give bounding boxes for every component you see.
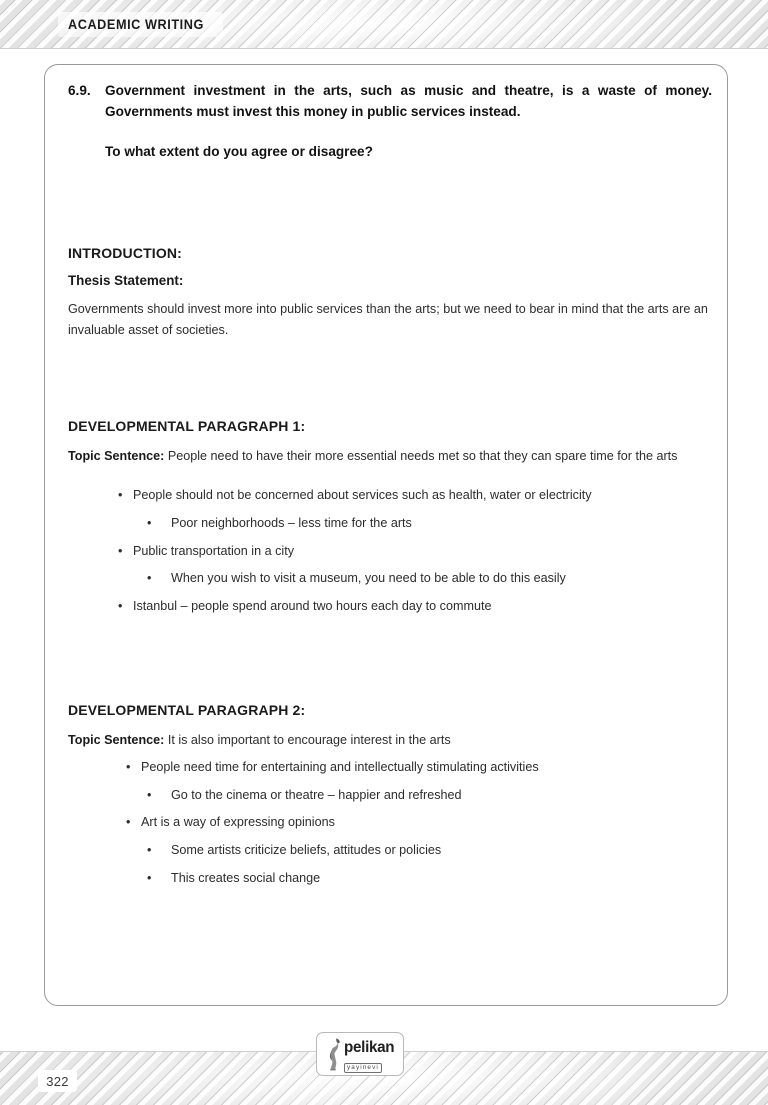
paragraph1-topic-sentence	[68, 446, 712, 466]
list-item	[68, 542, 712, 562]
paragraph1-heading: DEVELOPMENTAL PARAGRAPH 1:	[68, 418, 306, 435]
list-item	[68, 869, 712, 889]
question-block	[68, 81, 712, 122]
paragraph2-topic-label: Topic Sentence:	[68, 733, 165, 748]
bullet-icon: •	[118, 543, 123, 558]
bullet-icon: •	[118, 488, 123, 503]
list-item-label: This creates social change	[171, 870, 321, 885]
list-item-label: Go to the cinema or theatre – happier and refreshed	[171, 787, 462, 802]
paragraph2-bullet-list	[68, 758, 712, 888]
list-item-label: Art is a way of expressing opinions	[141, 815, 335, 830]
thesis-statement-label: Thesis Statement:	[68, 273, 184, 289]
paragraph1-bullet-list	[68, 486, 712, 616]
list-item-label: Poor neighborhoods – less time for the arts	[171, 516, 412, 530]
list-item	[68, 786, 712, 806]
thesis-statement-text: Governments should invest more into public services than the arts; but we need to bear in mind that the arts are an invaluable asset of societies.	[68, 302, 708, 337]
bullet-icon: •	[118, 598, 123, 613]
list-item	[68, 514, 712, 534]
introduction-heading: INTRODUCTION:	[68, 245, 182, 262]
bullet-icon: •	[147, 787, 152, 802]
list-item	[68, 597, 712, 617]
spacer-after-paragraph1	[68, 624, 712, 702]
bullet-icon: •	[126, 815, 131, 830]
content-panel	[44, 64, 728, 1006]
question-statement: Government investment in the arts, such as music and theatre, is a waste of money. Governments must invest this money in public services instead.	[105, 83, 712, 119]
header-title-plate	[58, 12, 223, 37]
spacer-after-introduction	[68, 340, 712, 418]
content-inner	[68, 81, 712, 896]
bullet-icon: •	[126, 760, 131, 775]
logo-name: pelikan	[344, 1039, 395, 1056]
paragraph2-heading: DEVELOPMENTAL PARAGRAPH 2:	[68, 702, 306, 719]
list-item	[68, 758, 712, 778]
list-item-label: Public transportation in a city	[133, 543, 295, 558]
bullet-icon: •	[147, 843, 152, 857]
bullet-icon: •	[147, 870, 152, 885]
logo-subtitle: yayinevi	[347, 1063, 379, 1071]
list-item	[68, 486, 712, 506]
bullet-icon: •	[147, 571, 152, 586]
list-item	[68, 841, 712, 861]
question-prompt: To what extent do you agree or disagree?	[105, 144, 373, 160]
paragraph2-topic-text: It is also important to encourage interest in the arts	[164, 733, 451, 748]
list-item-label: Istanbul – people spend around two hours each day to commute	[133, 598, 492, 613]
logo-subtitle-box	[344, 1063, 382, 1073]
list-item-label: People should not be concerned about services such as health, water or electricity	[133, 488, 592, 503]
list-item-label: People need time for entertaining and intellectually stimulating activities	[141, 760, 539, 775]
paragraph2-topic-sentence	[68, 730, 712, 750]
paragraph1-topic-text: People need to have their more essential needs met so that they can spare time for the arts	[164, 449, 678, 464]
list-item	[68, 569, 712, 589]
list-item	[68, 813, 712, 833]
page-number: 322	[46, 1073, 69, 1089]
logo-wordmark	[344, 1040, 400, 1074]
page-title: ACADEMIC WRITING	[68, 17, 204, 32]
pelican-bird-icon	[325, 1037, 345, 1071]
question-number: 6.9.	[68, 83, 91, 98]
spacer-after-question	[68, 159, 712, 245]
publisher-logo	[316, 1032, 404, 1076]
page-number-plate	[38, 1070, 77, 1092]
bullet-icon: •	[147, 516, 152, 530]
list-item-label: When you wish to visit a museum, you need to be able to do this easily	[171, 571, 566, 586]
list-item-label: Some artists criticize beliefs, attitudes or policies	[171, 843, 442, 857]
paragraph1-topic-label: Topic Sentence:	[68, 449, 165, 464]
